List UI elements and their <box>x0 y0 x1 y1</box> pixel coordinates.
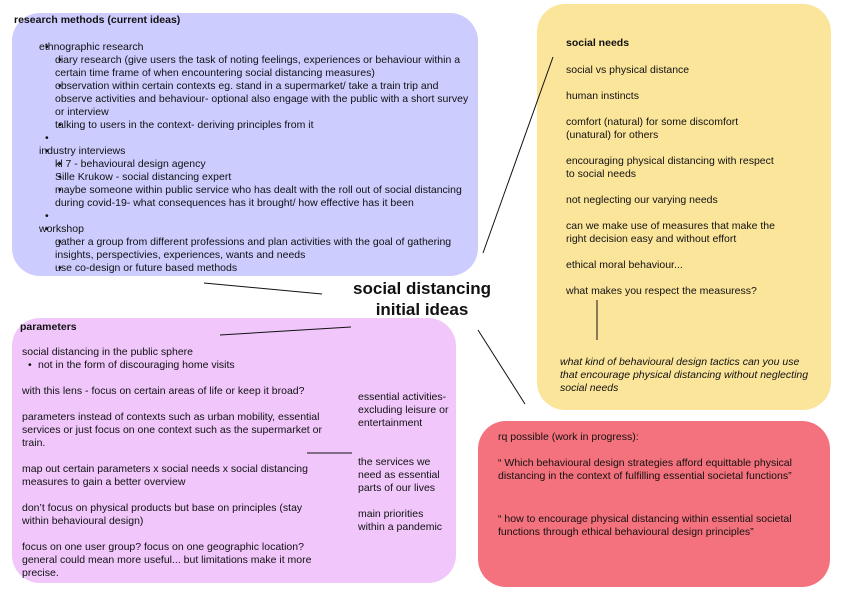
social-needs-item: not neglecting our varying needs <box>566 194 718 206</box>
parameters-side-2: the services we need as essential parts of our lives <box>358 456 440 494</box>
center-title-line1: social distancing <box>353 279 491 298</box>
social-needs-title: social needs <box>566 37 630 49</box>
rq-question-2: “ how to encourage physical distancing within essential societal functions through ethical behavioural design principles” <box>498 513 792 538</box>
parameters-p5: focus on one user group? focus on one geographic location? general could mean more useful... but limitations make it more precise. <box>22 541 312 579</box>
research-list <box>20 41 476 275</box>
social-needs-item: encouraging physical distancing with respect to social needs <box>566 155 774 180</box>
research-group-label: workshop <box>39 223 84 235</box>
connector-social-needs <box>483 57 553 253</box>
social-needs-item: social vs physical distance <box>566 64 690 76</box>
connector-research <box>204 283 322 294</box>
social-needs-item: what makes you respect the measuress? <box>566 285 757 297</box>
list-item: • use co-design or future based methods <box>55 262 476 275</box>
social-needs-item: comfort (natural) for some discomfort (unatural) for others <box>566 116 739 141</box>
research-group-interviews <box>39 145 476 210</box>
social-needs-item: ethical moral behaviour... <box>566 259 683 271</box>
parameters-p1: with this lens - focus on certain areas of life or keep it broad? <box>22 385 305 397</box>
list-item: • talking to users in the context- deriving principles from it <box>55 119 476 132</box>
rq-question-1: “ Which behavioural design strategies afford equittable physical distancing in the context of fulfilling essential societal functions” <box>498 457 792 482</box>
parameters-side-1: essential activities- excluding leisure or entertainment <box>358 391 449 429</box>
connector-parameters <box>220 327 351 335</box>
research-title: research methods (current ideas) <box>14 14 181 26</box>
list-item: • maybe someone within public service who has dealt with the roll out of social distancing during covid-19- what consequences has it brought/ how effective has it been <box>55 184 476 210</box>
parameters-sphere-sub-text: not in the form of discouraging home visits <box>38 359 235 371</box>
research-group-label: ethnographic research <box>39 41 144 53</box>
social-needs-item: can we make use of measures that make the right decision easy and without effort <box>566 220 775 245</box>
parameters-side-3: main priorities within a pandemic <box>358 508 443 533</box>
parameters-p4: don’t focus on physical products but base on principles (stay within behavioural design) <box>22 502 303 527</box>
center-title-line2: initial ideas <box>375 300 469 319</box>
list-item: • kl 7 - behavioural design agency <box>55 158 476 171</box>
research-group-workshop <box>39 223 476 275</box>
parameters-title: parameters <box>20 321 77 333</box>
research-group-ethnographic <box>39 41 476 132</box>
parameters-p2: parameters instead of contexts such as urban mobility, essential services or just focus on one context such as the supermarket or train. <box>22 411 322 449</box>
center-title <box>344 278 500 320</box>
list-item: • diary research (give users the task of noting feelings, experiences or behaviour within a certain time frame of when encountering social distancing measures) <box>55 54 476 80</box>
rq-title: rq possible (work in progress): <box>498 431 639 443</box>
social-needs-item: human instincts <box>566 90 639 102</box>
social-needs-question: what kind of behavioural design tactics can you use that encourage physical distancing without neglecting social needs <box>560 356 809 394</box>
list-item: • Sille Krukow - social distancing expert <box>55 171 476 184</box>
list-item: • observation within certain contexts eg. stand in a supermarket/ take a train trip and observe activities and behaviour- optional also engage with the public with a short survey or interview <box>55 80 476 119</box>
parameters-p3: map out certain parameters x social needs x social distancing measures to gain a better overview <box>22 463 308 488</box>
research-group-label: industry interviews <box>39 145 126 157</box>
parameters-sphere: social distancing in the public sphere <box>22 346 194 358</box>
list-item: • gather a group from different professions and plan activities with the goal of gathering insights, perspectivies, experiences, wants and needs <box>55 236 476 262</box>
connector-rq <box>478 330 525 404</box>
parameters-sphere-sub: • not in the form of discouraging home visits <box>28 359 235 371</box>
